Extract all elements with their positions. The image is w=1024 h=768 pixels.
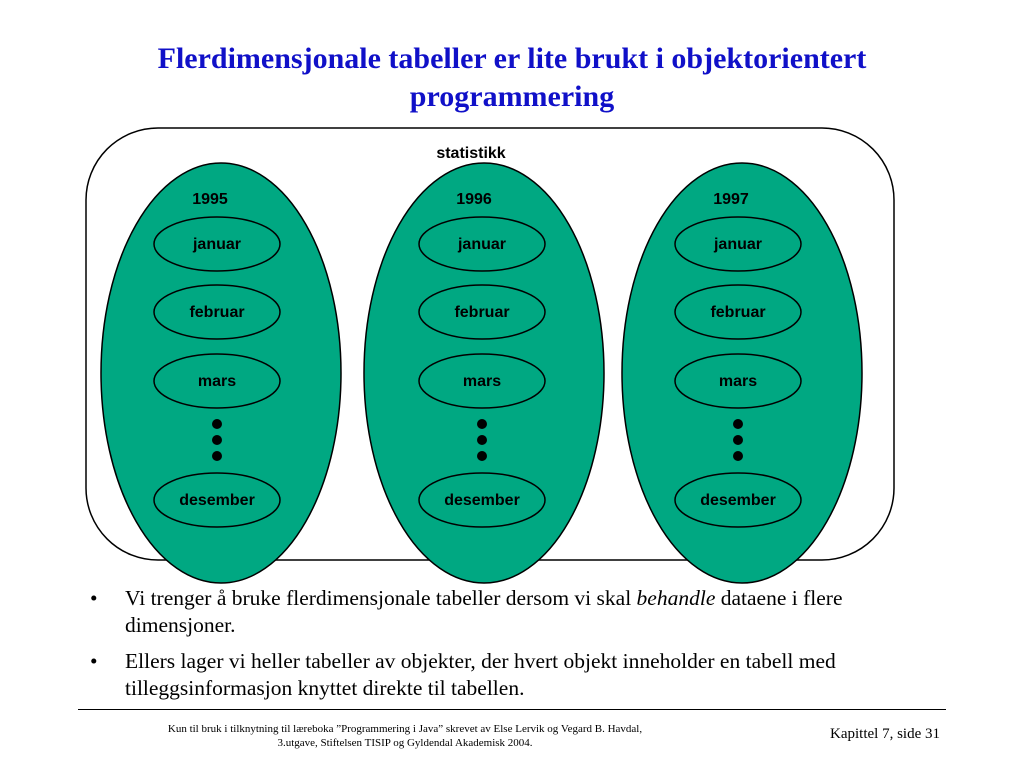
bullet-emphasis: behandle bbox=[636, 586, 716, 610]
month-label: januar bbox=[457, 236, 507, 253]
month-label: desember bbox=[444, 492, 520, 509]
bullet-item bbox=[90, 585, 950, 639]
bullet-item bbox=[90, 648, 950, 702]
footer-divider bbox=[78, 709, 946, 710]
bullet-text: Vi trenger å bruke flerdimensjonale tabeller dersom vi skal bbox=[125, 586, 637, 610]
ellipsis-dot bbox=[477, 419, 487, 429]
footer-credit-line: 3.utgave, Stiftelsen TISIP og Gyldendal Akademisk 2004. bbox=[277, 737, 533, 749]
month-label: desember bbox=[179, 492, 255, 509]
ellipsis-dot bbox=[477, 435, 487, 445]
footer-credit-line: Kun til bruk i tilknytning til læreboka ”Programmering i Java” skrevet av Else Lervik og Vegard B. Havdal, bbox=[167, 723, 643, 735]
month-label: desember bbox=[700, 492, 776, 509]
year-group-1997 bbox=[622, 163, 862, 583]
container-label: statistikk bbox=[436, 145, 506, 162]
month-label: mars bbox=[197, 373, 237, 390]
bullet-text: Ellers lager vi heller tabeller av objekter, der hvert objekt inneholder en tabell med tilleggsinformasjon knyttet direkte til tabellen. bbox=[125, 649, 836, 700]
month-label: mars bbox=[462, 373, 502, 390]
year-label: 1995 bbox=[192, 191, 228, 208]
footer-credit bbox=[140, 722, 670, 750]
ellipsis-dot bbox=[477, 451, 487, 461]
month-label: februar bbox=[189, 304, 245, 321]
ellipsis-dot bbox=[212, 451, 222, 461]
month-label: februar bbox=[454, 304, 510, 321]
ellipsis-dot bbox=[733, 419, 743, 429]
bullet-marker: • bbox=[90, 649, 98, 673]
ellipsis-dot bbox=[212, 435, 222, 445]
ellipsis-dot bbox=[212, 419, 222, 429]
bullet-marker: • bbox=[90, 586, 98, 610]
month-label: februar bbox=[710, 304, 766, 321]
month-label: januar bbox=[192, 236, 242, 253]
ellipsis-dot bbox=[733, 451, 743, 461]
bullet-text-after: dataene i flere dimensjoner. bbox=[125, 586, 843, 637]
year-group-1996 bbox=[364, 163, 604, 583]
month-label: januar bbox=[713, 236, 763, 253]
ellipsis-dot bbox=[733, 435, 743, 445]
page-number: Kapittel 7, side 31 bbox=[830, 726, 940, 742]
year-group-1995 bbox=[101, 163, 341, 583]
year-label: 1997 bbox=[713, 191, 749, 208]
slide-title: Flerdimensjonale tabeller er lite brukt i objektorientert programmering bbox=[157, 42, 867, 113]
year-label: 1996 bbox=[456, 191, 492, 208]
month-label: mars bbox=[718, 373, 758, 390]
bullet-list bbox=[90, 585, 950, 711]
